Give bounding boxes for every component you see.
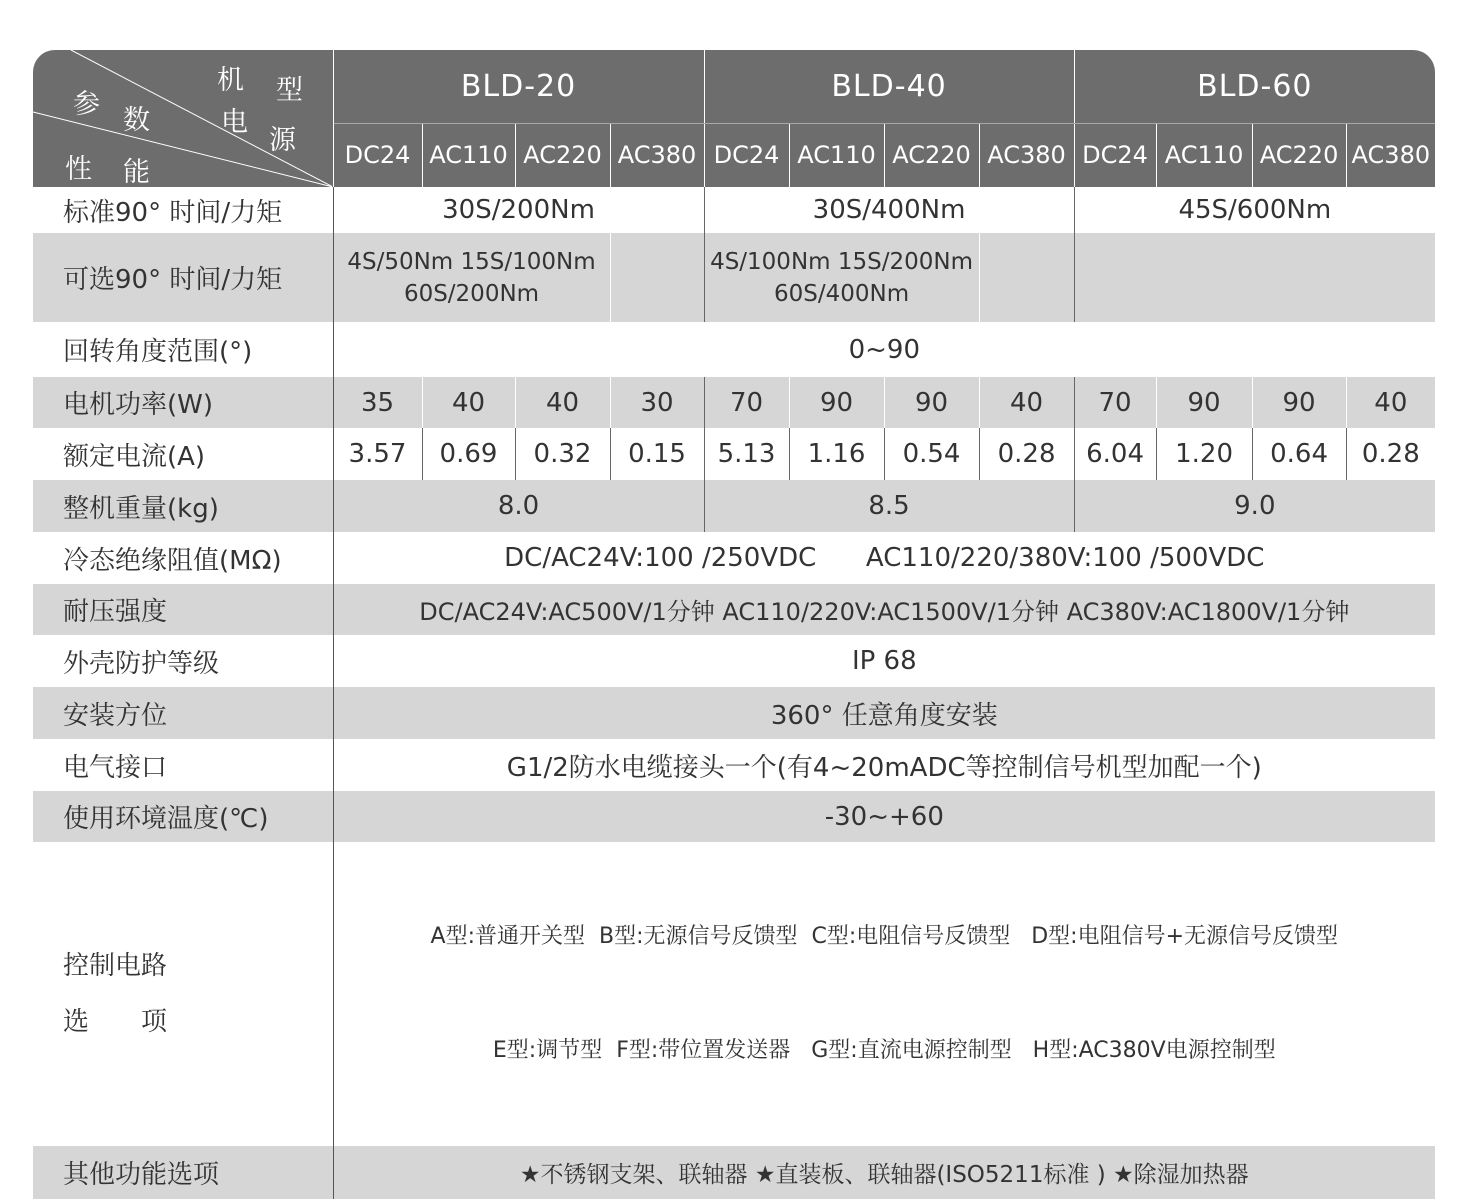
voltage-header: AC380 [610, 123, 704, 187]
cell-value: 90 [1252, 377, 1346, 428]
cell-value: 9.0 [1074, 480, 1435, 532]
control-option-line: A型:普通开关型 B型:无源信号反馈型 C型:电阻信号反馈型 D型:电阻信号+无源信号反馈型 [430, 924, 1339, 949]
voltage-header: AC380 [979, 123, 1074, 187]
voltage-header: AC380 [1346, 123, 1435, 187]
table-row [33, 739, 1435, 791]
model-header-bld40: BLD-40 [704, 50, 1074, 123]
cell-empty [1074, 233, 1435, 322]
voltage-header: AC110 [789, 123, 884, 187]
corner-char: 型 [276, 75, 303, 106]
cell-value: 0.64 [1252, 428, 1346, 480]
corner-char: 数 [123, 105, 150, 136]
table-row [33, 584, 1435, 635]
opt-line: 60S/200Nm [403, 280, 540, 307]
cell-value: 6.04 [1074, 428, 1156, 480]
cell-value: 8.0 [333, 480, 704, 532]
corner-char: 源 [269, 125, 296, 156]
row-label: 冷态绝缘阻值(MΩ) [33, 532, 333, 584]
table-row [33, 791, 1435, 842]
row-label: 标准90° 时间/力矩 [33, 187, 333, 233]
row-label-line: 控制电路 [63, 951, 168, 981]
row-label: 可选90° 时间/力矩 [33, 233, 333, 322]
cell-value: 3.57 [333, 428, 422, 480]
cell-value: 1.16 [789, 428, 884, 480]
table-row [33, 480, 1435, 532]
cell-value: 0.15 [610, 428, 704, 480]
row-label [33, 842, 333, 1146]
row-label: 电气接口 [33, 739, 333, 791]
row-label: 外壳防护等级 [33, 635, 333, 687]
cell-value: 90 [789, 377, 884, 428]
header-corner-cell [33, 50, 333, 187]
row-label-line: 选 项 [63, 1007, 168, 1037]
cell-value: 40 [1346, 377, 1435, 428]
row-label: 耐压强度 [33, 584, 333, 635]
table-row [33, 322, 1435, 377]
table-row [33, 532, 1435, 584]
cell-value: 8.5 [704, 480, 1074, 532]
corner-char: 性 [65, 154, 92, 185]
cell-value: 0.28 [1346, 428, 1435, 480]
row-label: 电机功率(W) [33, 377, 333, 428]
table-row [33, 428, 1435, 480]
voltage-header: AC220 [884, 123, 979, 187]
model-header-bld60: BLD-60 [1074, 50, 1435, 123]
table-row [33, 377, 1435, 428]
cell-empty [610, 233, 704, 322]
cell-value: 90 [884, 377, 979, 428]
cell-value: 30S/400Nm [704, 187, 1074, 233]
opt-line: 4S/100Nm 15S/200Nm [710, 248, 973, 275]
table-row [33, 233, 1435, 322]
row-label: 安装方位 [33, 687, 333, 739]
voltage-header: AC220 [1252, 123, 1346, 187]
corner-char: 机 [217, 65, 244, 96]
cell-value: 30S/200Nm [333, 187, 704, 233]
cell-value: 0.54 [884, 428, 979, 480]
cell-value: 35 [333, 377, 422, 428]
row-label: 整机重量(kg) [33, 480, 333, 532]
cell-value: IP 68 [333, 635, 1435, 687]
cell-value: 40 [422, 377, 515, 428]
cell-value: 40 [979, 377, 1074, 428]
table-row [33, 1146, 1435, 1199]
control-option-line: E型:调节型 F型:带位置发送器 G型:直流电源控制型 H型:AC380V电源控制型 [492, 1038, 1276, 1063]
opt-line: 60S/400Nm [773, 280, 910, 307]
cell-value: 360° 任意角度安装 [333, 687, 1435, 739]
cell-value: G1/2防水电缆接头一个(有4~20mADC等控制信号机型加配一个) [333, 739, 1435, 791]
table-row [33, 842, 1435, 1146]
cell-value: 0.69 [422, 428, 515, 480]
row-label: 额定电流(A) [33, 428, 333, 480]
table-row [33, 187, 1435, 233]
cell-value: DC/AC24V:100 /250VDC AC110/220/380V:100 /500VDC [333, 532, 1435, 584]
corner-char: 电 [221, 107, 248, 138]
opt-line: 4S/50Nm 15S/100Nm [347, 248, 596, 275]
model-header-bld20: BLD-20 [333, 50, 704, 123]
cell-value: 30 [610, 377, 704, 428]
voltage-header: AC220 [515, 123, 610, 187]
row-label: 其他功能选项 [33, 1146, 333, 1199]
voltage-header: DC24 [333, 123, 422, 187]
corner-char: 参 [73, 89, 100, 120]
cell-value: DC/AC24V:AC500V/1分钟 AC110/220V:AC1500V/1分钟 AC380V:AC1800V/1分钟 [333, 584, 1435, 635]
row-label: 回转角度范围(°) [33, 322, 333, 377]
cell-value [333, 842, 1435, 1146]
cell-value: 5.13 [704, 428, 789, 480]
voltage-header: DC24 [1074, 123, 1156, 187]
cell-value: 0.32 [515, 428, 610, 480]
cell-value: 90 [1156, 377, 1252, 428]
cell-empty [979, 233, 1074, 322]
cell-value [333, 233, 610, 322]
spec-table [33, 50, 1435, 1199]
table-row [33, 687, 1435, 739]
cell-value: 0~90 [333, 322, 1435, 377]
row-label: 使用环境温度(℃) [33, 791, 333, 842]
cell-value: 40 [515, 377, 610, 428]
voltage-header: AC110 [422, 123, 515, 187]
cell-value: 70 [704, 377, 789, 428]
table-row [33, 635, 1435, 687]
corner-char: 能 [123, 157, 150, 187]
cell-value: 45S/600Nm [1074, 187, 1435, 233]
cell-value: ★不锈钢支架、联轴器 ★直装板、联轴器(ISO5211标准 ) ★除湿加热器 [333, 1146, 1435, 1199]
cell-value [704, 233, 979, 322]
cell-value: 1.20 [1156, 428, 1252, 480]
cell-value: -30~+60 [333, 791, 1435, 842]
voltage-header: DC24 [704, 123, 789, 187]
voltage-header: AC110 [1156, 123, 1252, 187]
cell-value: 0.28 [979, 428, 1074, 480]
cell-value: 70 [1074, 377, 1156, 428]
